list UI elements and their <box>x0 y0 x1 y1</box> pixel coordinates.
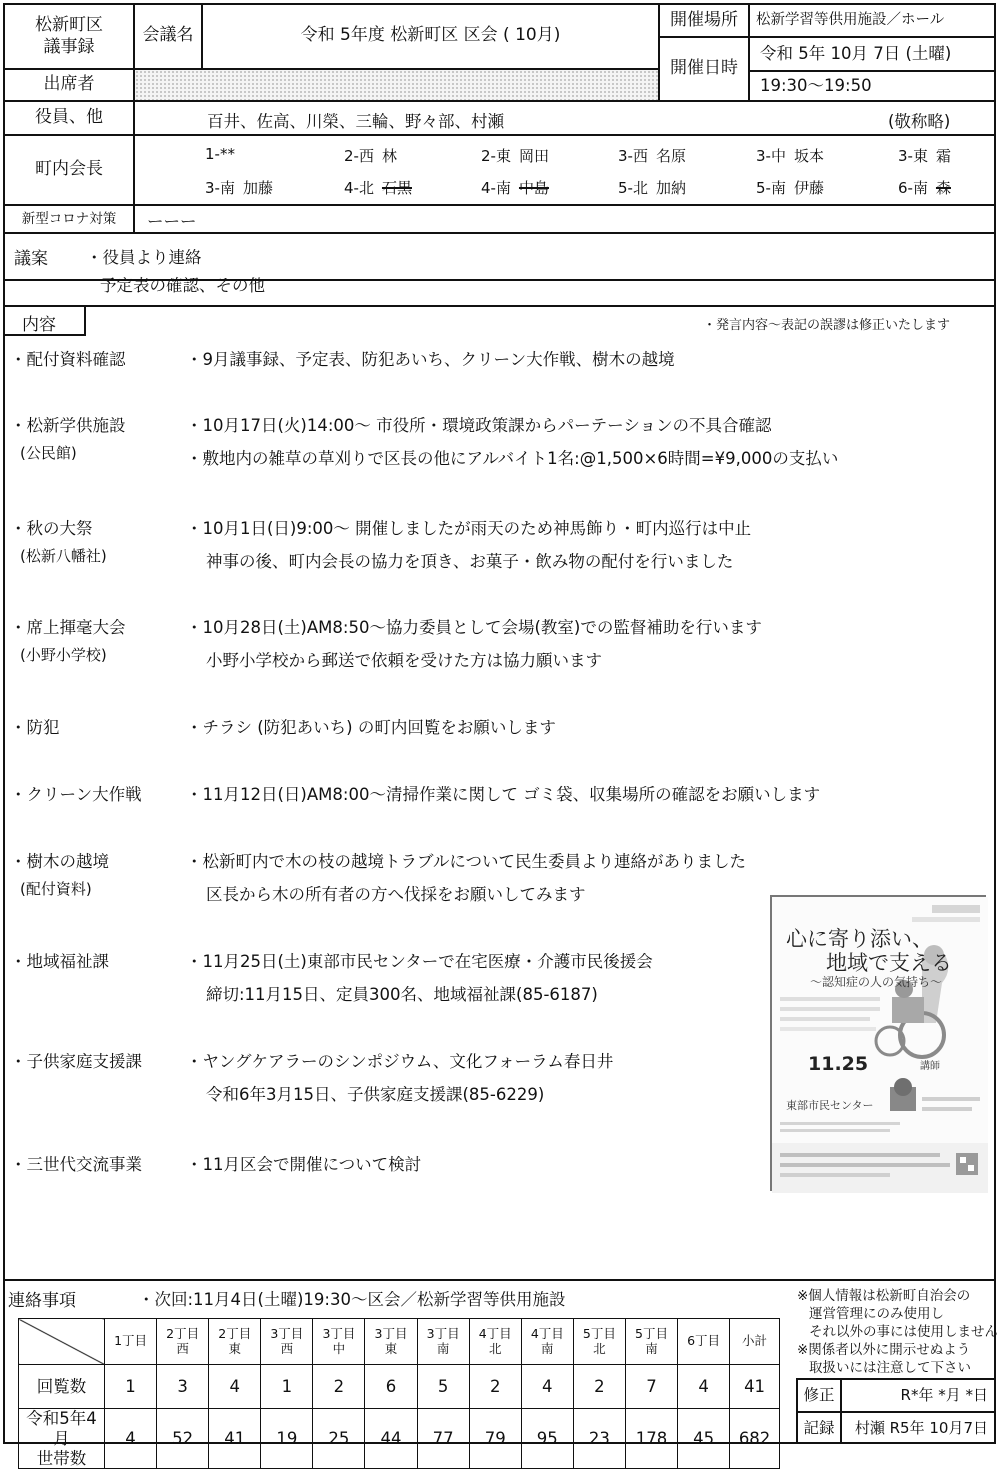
record-label: 記録 <box>803 1418 835 1437</box>
officers-list: 百井、佐高、川榮、三輪、野々部、村瀬 <box>207 112 504 131</box>
item-title: ・子供家庭支援課 <box>10 1052 142 1071</box>
column-header-part: 1丁目 <box>114 1333 148 1349</box>
org-title: 松新町区 議事録 <box>35 15 103 57</box>
item-subtitle: (配付資料) <box>20 880 92 898</box>
table-cell: 178 <box>625 1409 677 1469</box>
table-cell: 4 <box>209 1365 261 1409</box>
table-cell: 1 <box>105 1365 157 1409</box>
flyer-subtitle: 〜認知症の人の気持ち〜 <box>810 975 943 989</box>
item-line: ・ヤングケアラーのシンポジウム、文化フォーラム春日井 <box>186 1052 614 1071</box>
privacy-line: ※個人情報は松新町自治会の <box>797 1288 971 1304</box>
chair-name: 霜 <box>935 147 951 165</box>
column-header <box>313 1319 365 1365</box>
table-cell: 6 <box>365 1365 417 1409</box>
chair-code: 3-南 <box>205 179 235 197</box>
chair-entry <box>618 145 686 166</box>
row-label-part: 世帯数 <box>36 1448 87 1468</box>
item-title: ・席上揮毫大会 <box>10 618 126 637</box>
item-title: ・配付資料確認 <box>10 350 126 369</box>
column-header <box>105 1319 157 1365</box>
chair-name: 加藤 <box>242 179 273 197</box>
chair-code: 3-中 <box>756 147 786 165</box>
chair-code: 3-西 <box>618 147 648 165</box>
column-header-part: 西 <box>280 1340 294 1356</box>
column-header <box>417 1319 469 1365</box>
chair-name: 岡田 <box>518 147 549 165</box>
column-header <box>261 1319 313 1365</box>
column-header <box>625 1319 677 1365</box>
agenda-line-2: 予定表の確認、その他 <box>100 276 265 295</box>
column-header <box>365 1319 417 1365</box>
chair-entry <box>481 145 549 166</box>
column-header <box>157 1319 209 1365</box>
row-label <box>19 1409 105 1469</box>
column-header-part: 南 <box>436 1340 450 1356</box>
column-header-part: 4丁目 <box>530 1326 564 1342</box>
item-subtitle: (公民館) <box>20 444 77 462</box>
divider <box>84 305 86 335</box>
item-line: ・10月17日(火)14:00〜 市役所・環境政策課からパーテーションの不具合確認 <box>186 416 772 435</box>
item-line: ・11月12日(日)AM8:00〜清掃作業に関して ゴミ袋、収集場所の確認をお願いします <box>186 785 821 804</box>
column-header <box>209 1319 261 1365</box>
item-title: ・クリーン大作戦 <box>10 785 142 804</box>
venue: 松新学習等供用施設／ホール <box>756 12 945 29</box>
item-line: 締切:11月15日、定員300名、地域福祉課(85-6187) <box>206 985 598 1004</box>
chair-name: 坂本 <box>793 147 824 165</box>
table-cell: 2 <box>573 1365 625 1409</box>
record-value: 村瀬 R5年 10月7日 <box>854 1419 988 1438</box>
item-line: 区長から木の所有者の方へ伐採をお願いしてみます <box>206 885 586 904</box>
column-header-part: 6丁目 <box>687 1333 721 1349</box>
item-line: 令和6年3月15日、子供家庭支援課(85-6229) <box>206 1085 545 1104</box>
table-cell: 5 <box>417 1365 469 1409</box>
chair-entry <box>898 145 951 166</box>
column-header-part: 東 <box>384 1340 398 1356</box>
attendance-blank <box>135 70 658 100</box>
table-corner <box>19 1319 105 1365</box>
next-meeting: ・次回:11月4日(土曜)19:30〜区会／松新学習等供用施設 <box>138 1290 566 1309</box>
column-header <box>678 1319 730 1365</box>
item-line: ・チラシ (防犯あいち) の町内回覧をお願いします <box>186 718 556 737</box>
table-cell: 25 <box>313 1409 365 1469</box>
column-header <box>573 1319 625 1365</box>
chair-name: 加納 <box>655 179 686 197</box>
chair-name: 石黒 <box>381 179 412 197</box>
chair-code: 4-北 <box>344 179 374 197</box>
column-header-part: 2丁目 <box>218 1326 252 1342</box>
flyer-speaker-label: 講師 <box>920 1061 940 1072</box>
content-note: ・発言内容〜表記の誤謬は修正いたします <box>703 318 951 333</box>
contact-label: 連絡事項 <box>8 1291 76 1311</box>
flyer-headline-1: 心に寄り添い、 <box>786 927 933 951</box>
column-header <box>469 1319 521 1365</box>
table-cell: 41 <box>209 1409 261 1469</box>
stats-table <box>18 1318 780 1469</box>
table-cell: 45 <box>678 1409 730 1469</box>
column-header-part: 西 <box>176 1340 189 1356</box>
item-title: ・防犯 <box>10 718 60 737</box>
item-title: ・樹木の越境 <box>10 852 109 871</box>
item-title: ・地域福祉課 <box>10 952 109 971</box>
table-cell: 3 <box>157 1365 209 1409</box>
flyer-headline-2: 地域で支える <box>826 951 952 975</box>
item-line: ・敷地内の雑草の草刈りで区長の他にアルバイト1名:@1,500×6時間=¥9,000の支払い <box>186 449 839 468</box>
item-line: ・11月区会で開催について検討 <box>186 1155 422 1174</box>
table-cell: 2 <box>469 1365 521 1409</box>
table-cell: 77 <box>417 1409 469 1469</box>
item-line: ・10月1日(日)9:00〜 開催しましたが雨天のため神馬飾り・町内巡行は中止 <box>186 519 752 538</box>
table-cell: 4 <box>105 1409 157 1469</box>
table-cell: 44 <box>365 1409 417 1469</box>
chair-name: 伊藤 <box>793 179 824 197</box>
flyer-date: 11.25 <box>808 1053 869 1075</box>
chair-entry <box>205 145 243 163</box>
covid-value: ーーー <box>147 212 197 231</box>
agenda-line-1: ・役員より連絡 <box>86 248 202 267</box>
item-subtitle: (小野小学校) <box>20 646 107 664</box>
column-header <box>730 1319 780 1365</box>
venue-label: 開催場所 <box>670 9 738 30</box>
divider <box>3 305 996 307</box>
column-header-part: 南 <box>645 1340 658 1356</box>
table-cell: 682 <box>730 1409 780 1469</box>
table-cell: 41 <box>730 1365 780 1409</box>
honorific-note: (敬称略) <box>888 112 951 131</box>
row-label-part: 令和5年4月 <box>26 1409 97 1448</box>
meeting-label: 会議名 <box>142 25 194 45</box>
table-cell: 95 <box>521 1409 573 1469</box>
column-header-part: 5丁目 <box>582 1326 616 1342</box>
chair-entry <box>344 177 412 198</box>
item-subtitle: (松新八幡社) <box>20 547 107 565</box>
chair-code: 4-南 <box>481 179 511 197</box>
column-header-part: 南 <box>541 1340 554 1356</box>
column-header-part: 3丁目 <box>322 1326 356 1342</box>
row-label: 回覧数 <box>19 1365 105 1409</box>
divider <box>3 232 996 234</box>
revised-label: 修正 <box>803 1385 835 1404</box>
chair-code: 2-東 <box>481 147 511 165</box>
table-cell: 79 <box>469 1409 521 1469</box>
attendance-label: 出席者 <box>43 74 95 95</box>
column-header-part: 北 <box>488 1340 502 1356</box>
item-line: 神事の後、町内会長の協力を頂き、お菓子・飲み物の配付を行いました <box>206 552 734 571</box>
chair-code: 6-南 <box>898 179 928 197</box>
flyer-venue: 東部市民センター <box>786 1099 874 1112</box>
meeting-name: 令和 5年度 松新町区 区会 ( 10月) <box>300 25 561 45</box>
table-cell: 2 <box>313 1365 365 1409</box>
table-cell: 23 <box>573 1409 625 1469</box>
column-header-part: 北 <box>593 1340 606 1356</box>
chair-entry <box>344 145 397 166</box>
agenda-label: 議案 <box>14 249 48 269</box>
table-cell: 4 <box>521 1365 573 1409</box>
table-cell: 7 <box>625 1365 677 1409</box>
item-line: ・9月議事録、予定表、防犯あいち、クリーン大作戦、樹木の越境 <box>186 350 675 369</box>
date-label: 開催日時 <box>670 58 738 79</box>
column-header <box>521 1319 573 1365</box>
chair-entry <box>205 177 273 198</box>
item-line: ・松新町内で木の枝の越境トラブルについて民生委員より連絡がありました <box>186 852 747 871</box>
divider <box>3 100 996 102</box>
column-header-part: 4丁目 <box>478 1326 512 1342</box>
chair-name: 中島 <box>518 179 549 197</box>
privacy-line: それ以外の事には使用しません <box>809 1324 998 1340</box>
divider <box>3 134 996 136</box>
content-label: 内容 <box>22 315 56 335</box>
covid-label: 新型コロナ対策 <box>21 210 117 227</box>
column-header-part: 東 <box>228 1340 241 1356</box>
revised-value: R*年 *月 *日 <box>900 1386 988 1405</box>
chair-entry <box>756 145 824 166</box>
divider <box>3 204 996 206</box>
table-cell: 19 <box>261 1409 313 1469</box>
chair-code: 5-北 <box>618 179 648 197</box>
item-title: ・三世代交流事業 <box>10 1155 142 1174</box>
chair-entry <box>618 177 686 198</box>
chair-code: 2-西 <box>344 147 374 165</box>
table-cell: 4 <box>678 1365 730 1409</box>
meeting-date: 令和 5年 10月 7日 (土曜) <box>760 43 952 63</box>
dementia-flyer-image <box>770 895 986 1191</box>
column-header-part: 3丁目 <box>374 1326 408 1342</box>
item-line: ・11月25日(土)東部市民センターで在宅医療・介護市民後援会 <box>186 952 653 971</box>
column-header-part: 小計 <box>742 1333 768 1349</box>
table-cell: 52 <box>157 1409 209 1469</box>
chair-name: 名原 <box>655 147 686 165</box>
chair-code: 3-東 <box>898 147 928 165</box>
column-header-part: 2丁目 <box>166 1326 200 1342</box>
chair-entry <box>898 177 951 198</box>
item-title: ・松新学供施設 <box>10 416 126 435</box>
column-header-part: 3丁目 <box>426 1326 460 1342</box>
column-header-part: 3丁目 <box>270 1326 304 1342</box>
privacy-line: 取扱いには注意して下さい <box>809 1360 971 1376</box>
item-title: ・秋の大祭 <box>10 519 93 538</box>
chair-name: 林 <box>381 147 397 165</box>
table-cell: 1 <box>261 1365 313 1409</box>
chair-name: 森 <box>935 179 951 197</box>
column-header-part: 5丁目 <box>635 1326 668 1342</box>
chair-entry <box>756 177 824 198</box>
privacy-line: ※関係者以外に開示せぬよう <box>797 1342 971 1358</box>
item-line: ・10月28日(土)AM8:50〜協力委員として会場(教室)での監督補助を行います <box>186 618 762 637</box>
meeting-time: 19:30〜19:50 <box>760 75 872 95</box>
column-header-part: 中 <box>332 1340 346 1356</box>
item-line: 小野小学校から郵送で依頼を受けた方は協力願います <box>206 651 602 670</box>
chair-code: 1-** <box>205 145 235 163</box>
privacy-line: 運営管理にのみ使用し <box>809 1306 944 1322</box>
chair-code: 5-南 <box>756 179 786 197</box>
chairs-label: 町内会長 <box>35 159 103 180</box>
officers-label: 役員、他 <box>35 107 103 128</box>
chair-entry <box>481 177 549 198</box>
